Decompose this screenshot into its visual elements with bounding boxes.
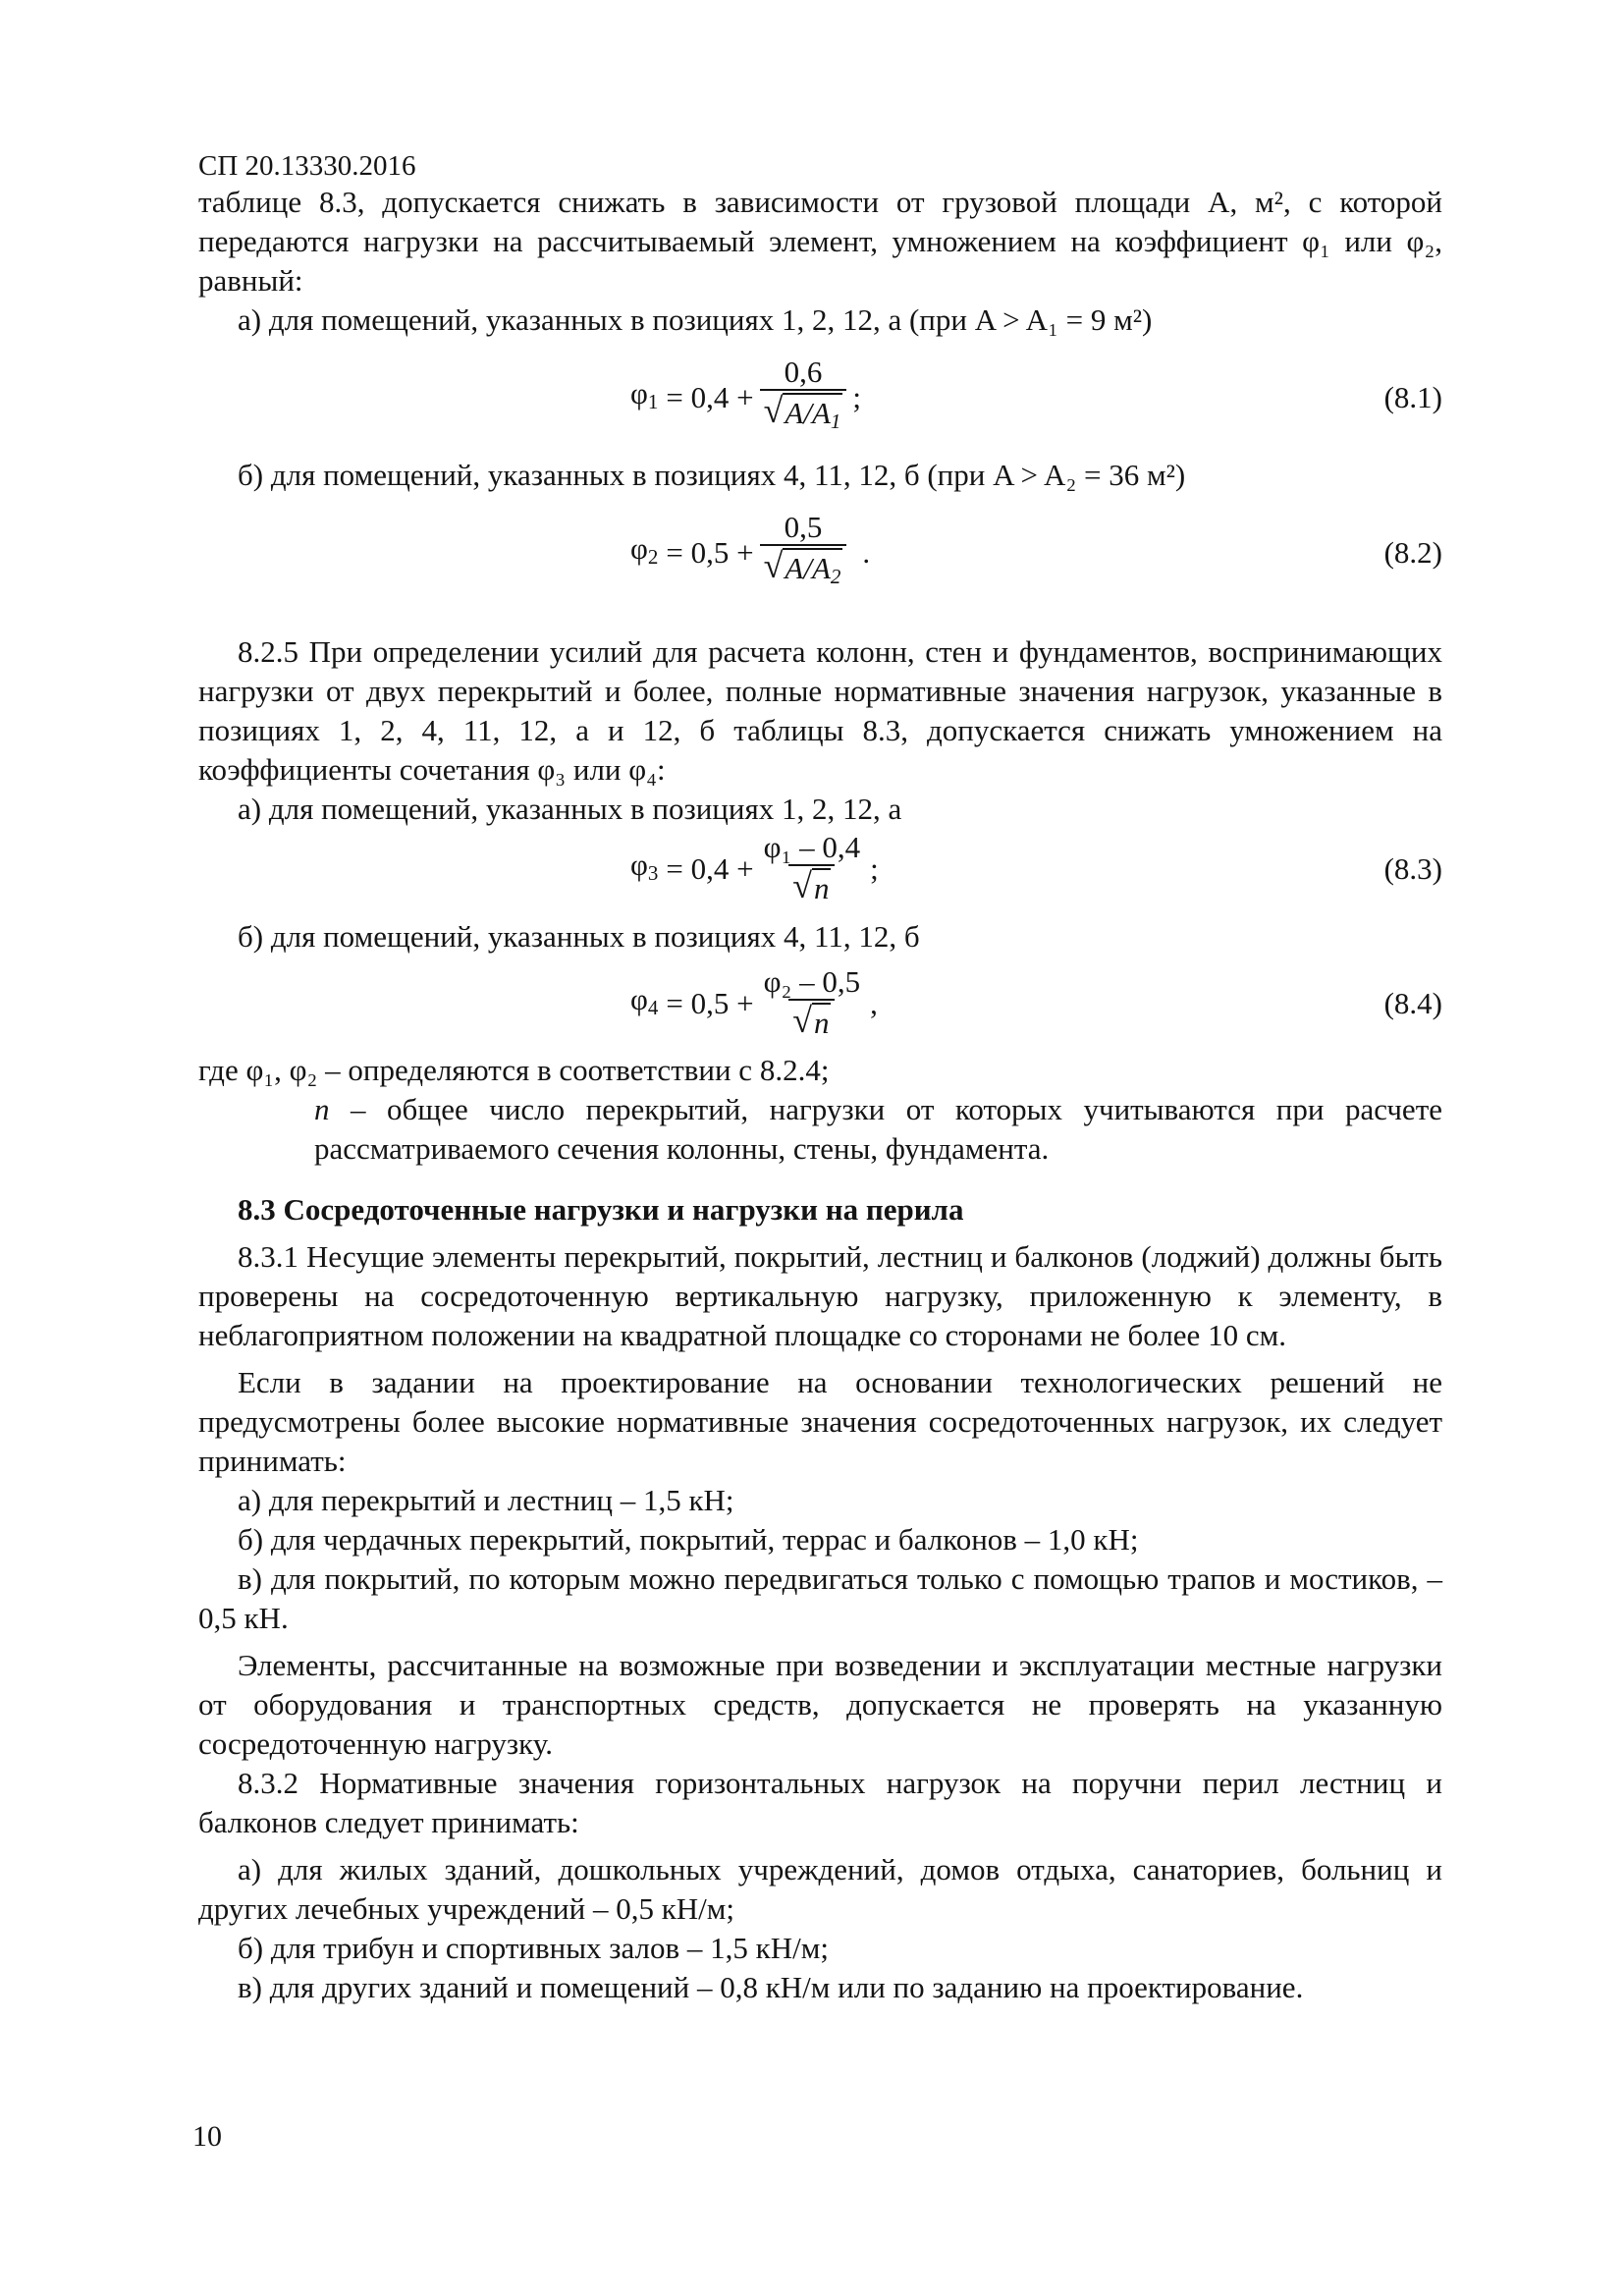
formula-lhs: φ2 — [630, 531, 659, 569]
list-item: б) для трибун и спортивных залов – 1,5 кН/м; — [238, 1931, 829, 1965]
formula-8-1: φ1 = 0,4 + 0,6 √ A/A1 ; (8.1) — [198, 340, 1442, 456]
list-item: а) для перекрытий и лестниц – 1,5 кН; — [238, 1483, 734, 1517]
formula-fraction: φ₁ – 0,4 √ n — [763, 830, 861, 905]
formula-8-3: φ3 = 0,4 + φ₁ – 0,4 √ n ; (8.3) — [630, 830, 1442, 905]
formula-number: (8.2) — [1383, 535, 1442, 570]
list-item: б) для помещений, указанных в позициях 4, 11, 12, б (при A > A₂ = 36 м²) — [238, 458, 1186, 492]
list-item: а) для помещений, указанных в позициях 1, 2, 12, а (при A > A₁ = 9 м²) — [238, 302, 1153, 337]
list-item: в) для покрытий, по которым можно передвигаться только с помощью трапов и мостиков, – 0,5 кН. — [198, 1561, 1442, 1635]
list-item: а) для помещений, указанных в позициях 1, 2, 12, а — [238, 792, 902, 826]
legend-symbols: где φ₁, φ₂ — [198, 1053, 318, 1087]
formula-const: = 0,5 + — [666, 535, 754, 570]
formula-const: = 0,4 + — [666, 380, 754, 414]
paragraph: Элементы, рассчитанные на возможные при возведении и эксплуатации местные нагрузки от оборудования и транспортных средств, допускается не проверять на указанную сосредоточенную нагрузку. — [198, 1648, 1442, 1761]
document-code: СП 20.13330.2016 — [198, 150, 416, 182]
paragraph: 8.3.2 Нормативные значения горизонтальных нагрузок на поручни перил лестниц и балконов следует принимать: — [198, 1766, 1442, 1839]
paragraph: таблице 8.3, допускается снижать в зависимости от грузовой площади A, м², с которой передаются нагрузки на рассчитываемый элемент, умножением на коэффициент φ₁ или φ₂, равный: — [198, 185, 1442, 298]
formula-const: = 0,5 + — [666, 986, 754, 1020]
formula-legend — [198, 1051, 1442, 1169]
formula-lhs: φ4 — [630, 982, 659, 1019]
list-item: б) для помещений, указанных в позициях 4, 11, 12, б — [238, 919, 920, 954]
formula-number: (8.4) — [1383, 986, 1442, 1020]
formula-const: = 0,4 + — [666, 851, 754, 886]
formula-fraction: 0,6 √ A/A1 — [760, 355, 847, 440]
paragraph: 8.3.1 Несущие элементы перекрытий, покрытий, лестниц и балконов (лоджий) должны быть проверены на сосредоточенную вертикальную нагрузку, приложенную к элементу, в неблагоприятном положении на квадратной площадке со сторонами не более 10 см. — [198, 1239, 1442, 1352]
legend-text: – определяются в соответствии с 8.2.4; — [325, 1053, 830, 1087]
formula-fraction: 0,5 √ A/A2 — [760, 511, 847, 595]
legend-text: – общее число перекрытий, нагрузки от которых учитываются при расчете рассматриваемого сечения колонны, стены, фундамента. — [314, 1092, 1442, 1166]
formula-number: (8.3) — [1383, 851, 1442, 886]
document-body — [198, 183, 1442, 2007]
paragraph: 8.2.5 При определении усилий для расчета колонн, стен и фундаментов, воспринимающих нагрузки от двух перекрытий и более, полные нормативные значения нагрузок, указанные в позициях 1, 2, 4, 11, 12, а и 12, б таблицы 8.3, допускается снижать умножением на коэффициенты сочетания φ₃ или φ₄: — [198, 634, 1442, 787]
list-item: в) для других зданий и помещений – 0,8 кН/м или по заданию на проектирование. — [238, 1970, 1304, 2004]
section-title: 8.3 Сосредоточенные нагрузки и нагрузки на перила — [238, 1192, 964, 1227]
legend-symbol-n: n — [314, 1092, 330, 1126]
formula-8-2: φ2 = 0,5 + 0,5 √ A/A2 . (8.2) — [198, 495, 1442, 611]
formula-lhs: φ3 — [630, 847, 659, 885]
formula-lhs: φ1 — [630, 376, 659, 413]
paragraph: Если в задании на проектирование на основании технологических решений не предусмотрены более высокие нормативные значения сосредоточенных нагрузок, их следует принимать: — [198, 1365, 1442, 1478]
page-number: 10 — [192, 2120, 222, 2153]
formula-8-4: φ4 = 0,5 + φ₂ – 0,5 √ n , (8.4) — [630, 964, 1442, 1040]
list-item: б) для чердачных перекрытий, покрытий, террас и балконов – 1,0 кН; — [238, 1522, 1139, 1557]
formula-fraction: φ₂ – 0,5 √ n — [763, 964, 861, 1040]
formula-number: (8.1) — [1383, 380, 1442, 414]
list-item: а) для жилых зданий, дошкольных учреждений, домов отдыха, санаториев, больниц и других лечебных учреждений – 0,5 кН/м; — [198, 1852, 1442, 1926]
